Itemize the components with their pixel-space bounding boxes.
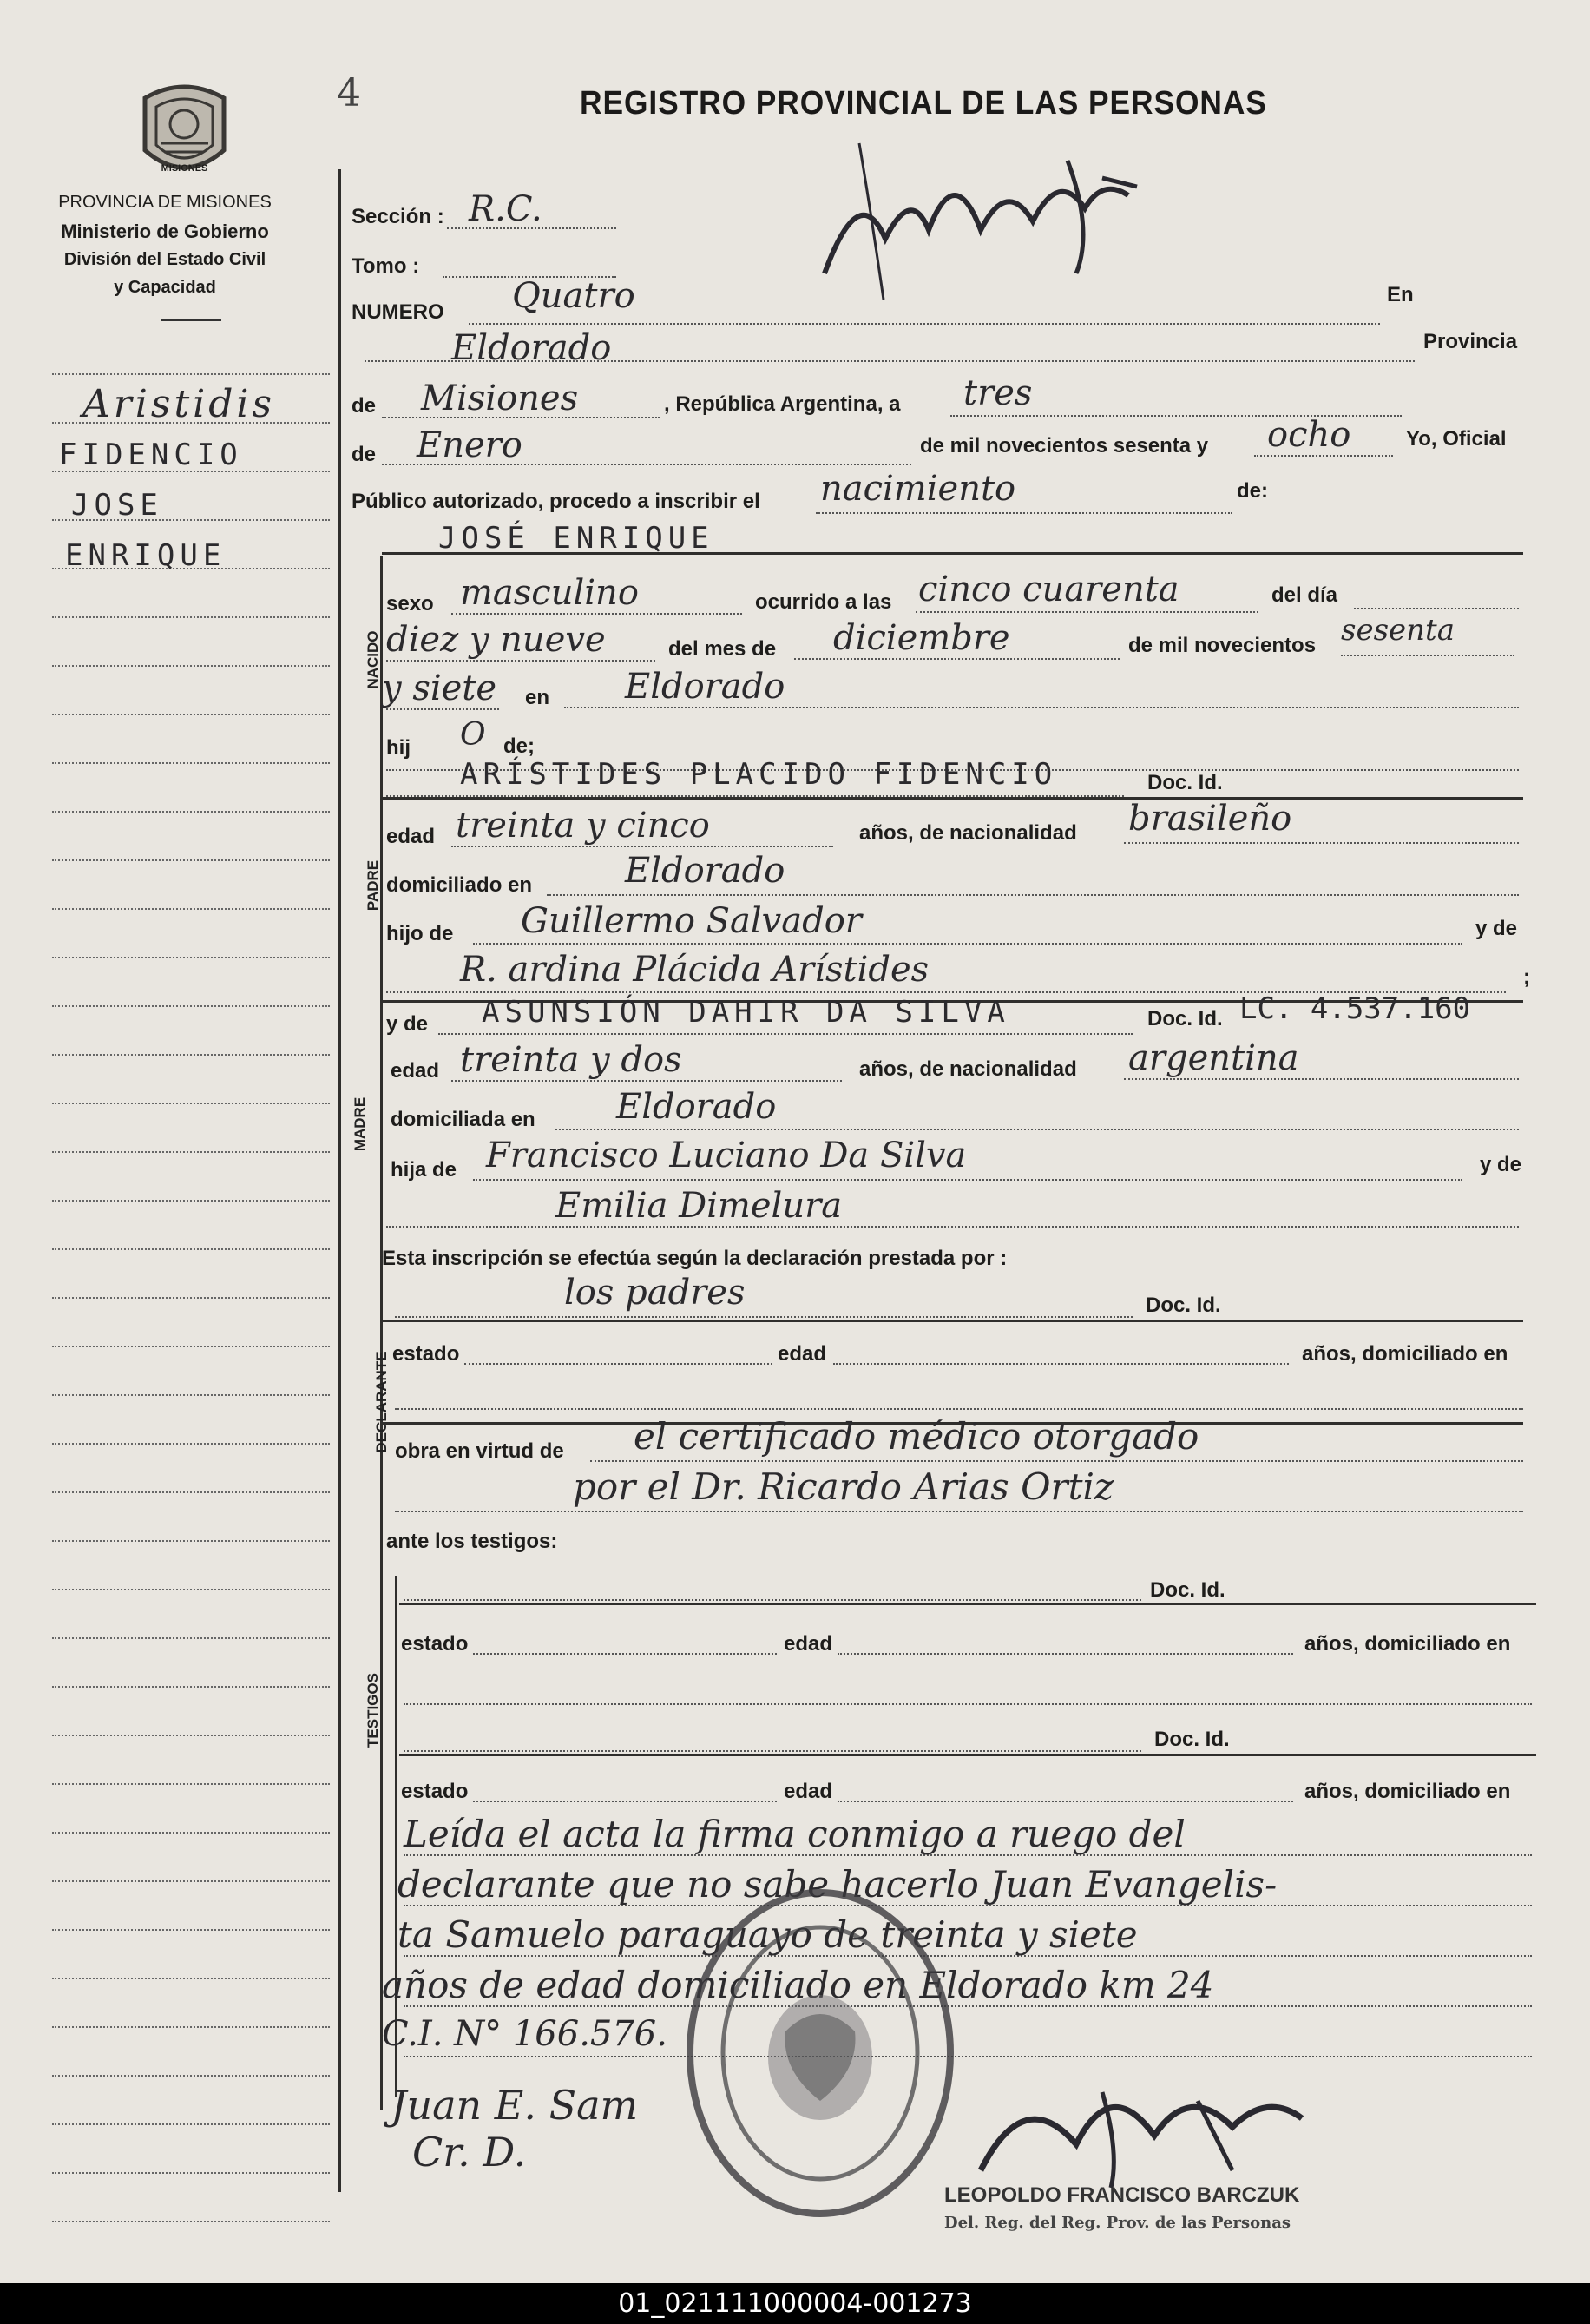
registrar-signature (807, 126, 1180, 326)
testigo1-anios-label: años, domiciliado en (1304, 1632, 1511, 1656)
division-name: División del Estado Civil (63, 250, 266, 269)
oficial-cargo: Del. Reg. del Reg. Prov. de las Personas (944, 2214, 1291, 2232)
margin-ruled-line (52, 2123, 330, 2125)
margin-ruled-line (52, 665, 330, 667)
dia-nac-value: diez y nueve (386, 620, 606, 660)
abuela-m-value: Emilia Dimelura (555, 1186, 843, 1226)
testigo1-estado-label: estado (401, 1632, 469, 1656)
de-semi-label: de; (503, 734, 535, 758)
padre-nombre-value: ARÍSTIDES PLACIDO FIDENCIO (460, 757, 1058, 792)
hijo-y-de-label: y de (1475, 917, 1518, 940)
margin-ruled-line (52, 1200, 330, 1202)
margin-ruled-line (52, 2075, 330, 2077)
en-label-2: en (525, 686, 550, 709)
de-mil-novecientos-label: de mil novecientos (1128, 634, 1317, 657)
page-title: REGISTRO PROVINCIAL DE LAS PERSONAS (580, 85, 1267, 122)
oficial-signature (972, 2066, 1337, 2196)
margin-ruled-line (52, 1929, 330, 1931)
nota-line-5: C.I. N° 166.576. (382, 2014, 667, 2054)
mes-acta-value: Enero (417, 425, 522, 465)
margin-ruled-line (52, 1978, 330, 1979)
testigo1-edad-label: edad (784, 1632, 833, 1656)
de-mil-label: de mil novecientos sesenta y (920, 434, 1209, 458)
localidad-value: Eldorado (451, 328, 612, 368)
ocurrido-label: ocurrido a las (755, 590, 892, 614)
padre-nac-value: brasileño (1128, 799, 1292, 839)
margin-name-4: ENRIQUE (65, 538, 227, 573)
testigo2-anios-label: años, domiciliado en (1304, 1780, 1511, 1803)
firma-declarante: Juan E. Sam (391, 2082, 639, 2129)
nota-line-1: Leída el acta la firma conmigo a ruego del (404, 1813, 1186, 1855)
margin-ruled-line (52, 1589, 330, 1590)
margin-ruled-line (52, 1443, 330, 1445)
sexo-label: sexo (386, 592, 434, 616)
margin-ruled-line (52, 1686, 330, 1688)
padre-nac-label: años, de nacionalidad (859, 821, 1077, 845)
anio-nac-1-value: sesenta (1341, 613, 1455, 648)
ministry-name: Ministerio de Gobierno (61, 221, 269, 242)
madre-edad-value: treinta y dos (460, 1040, 682, 1080)
abuelo-p-value: Guillermo Salvador (521, 901, 862, 941)
margin-ruled-line (52, 1151, 330, 1153)
declarante-edad-label: edad (778, 1342, 827, 1366)
madre-edad-label: edad (391, 1059, 440, 1083)
margin-ruled-line (52, 616, 330, 618)
official-seal-stamp (681, 1884, 959, 2222)
yo-oficial-label: Yo, Oficial (1406, 427, 1507, 451)
del-mes-label: del mes de (668, 637, 777, 661)
margin-ruled-line (52, 1248, 330, 1250)
en-label: En (1387, 283, 1414, 306)
padre-edad-label: edad (386, 825, 436, 848)
inscripcion-label: Esta inscripción se efectúa según la declaración prestada por : (382, 1247, 1008, 1270)
tomo-label: Tomo : (352, 254, 420, 278)
acto-value: nacimiento (820, 469, 1016, 509)
margin-ruled-line (52, 2026, 330, 2028)
ante-label: ante los testigos: (386, 1530, 558, 1553)
margin-ruled-line (52, 859, 330, 861)
madre-dom-value: Eldorado (616, 1087, 777, 1127)
nota-line-3: ta Samuelo paraguayo de treinta y siete (398, 1913, 1138, 1956)
margin-ruled-line (52, 1832, 330, 1834)
declarante-doc-label: Doc. Id. (1146, 1294, 1221, 1317)
padre-doc-label: Doc. Id. (1147, 771, 1223, 794)
margin-ruled-line (52, 1491, 330, 1493)
padre-side-label: PADRE (365, 859, 381, 912)
lugar-nac-value: Eldorado (625, 667, 785, 707)
margin-ruled-line (52, 1297, 330, 1299)
anio-acta-value: ocho (1267, 415, 1351, 455)
madre-side-label: MADRE (352, 1096, 368, 1152)
republica-label: , República Argentina, a (664, 392, 901, 416)
de-label: de (352, 394, 377, 418)
provincia-label: Provincia (1423, 330, 1518, 353)
hijo-de-label: hijo de (386, 922, 454, 945)
margin-ruled-line (52, 1394, 330, 1396)
margin-ruled-line (52, 762, 330, 764)
province-name: PROVINCIA DE MISIONES (58, 193, 272, 212)
madre-dom-label: domiciliada en (391, 1108, 535, 1131)
margin-ruled-line (52, 2221, 330, 2222)
obra-label: obra en virtud de (395, 1439, 564, 1463)
declarante-estado-label: estado (392, 1342, 460, 1366)
nota-line-2: declarante que no sabe hacerlo Juan Evangelis- (398, 1863, 1278, 1906)
anio-nac-2-value: y siete (382, 668, 497, 708)
semicolon-label: ; (1523, 965, 1530, 989)
division-name-2: y Capacidad (114, 278, 216, 297)
hora-value: cinco cuarenta (918, 569, 1179, 609)
margin-ruled-line (52, 373, 330, 375)
margin-ruled-line (52, 1637, 330, 1639)
margin-ruled-line (52, 1735, 330, 1736)
declarante-value: los padres (564, 1273, 746, 1313)
padre-edad-value: treinta y cinco (456, 806, 710, 846)
provincia-value: Misiones (421, 379, 579, 418)
page-number: 4 (337, 71, 361, 115)
margin-ruled-line (52, 1054, 330, 1056)
margin-ruled-line (52, 1005, 330, 1007)
hija-de-label: hija de (391, 1158, 457, 1182)
madre-nombre-value: ASUNSIÓN DAHIR DA SILVA (482, 995, 1010, 1030)
testigos-side-label: TESTIGOS (365, 1673, 381, 1748)
padre-dom-value: Eldorado (625, 851, 785, 891)
main-frame-left (338, 169, 341, 2192)
margin-name-2: FIDENCIO (59, 438, 243, 472)
dia-acta-value: tres (963, 373, 1033, 413)
testigo1-doc-label: Doc. Id. (1150, 1578, 1225, 1602)
firma-declarante-2: Cr. D. (412, 2129, 527, 2176)
abuela-p-value: R. ardina Plácida Arístides (460, 950, 930, 990)
de-label-2: de (352, 443, 377, 466)
madre-nac-value: argentina (1128, 1038, 1299, 1078)
madre-nac-label: años, de nacionalidad (859, 1057, 1077, 1081)
nota-line-4: años de edad domiciliado en Eldorado km 24 (382, 1964, 1214, 2006)
margin-ruled-line (52, 1103, 330, 1104)
margin-ruled-line (52, 1540, 330, 1542)
oficial-name: LEOPOLDO FRANCISCO BARCZUK (944, 2183, 1300, 2207)
numero-label: NUMERO (352, 300, 444, 324)
numero-value: Quatro (512, 276, 635, 316)
mes-nac-value: diciembre (833, 618, 1010, 658)
padre-dom-label: domiciliado en (386, 873, 533, 897)
margin-ruled-line (52, 714, 330, 715)
obra-2-value: por el Dr. Ricardo Arias Ortiz (573, 1465, 1114, 1508)
madre-doc-label: Doc. Id. (1147, 1007, 1223, 1030)
margin-ruled-line (52, 1880, 330, 1882)
seccion-value: R.C. (469, 189, 542, 229)
margin-name-3: JOSE (71, 488, 163, 523)
obra-1-value: el certificado médico otorgado (634, 1415, 1199, 1458)
hija-y-de-label: y de (1480, 1153, 1522, 1176)
margin-ruled-line (52, 908, 330, 910)
hij-label: hij (386, 736, 411, 760)
del-dia-label: del día (1271, 583, 1338, 607)
emblem-label: MISIONES (161, 163, 208, 174)
testigo2-estado-label: estado (401, 1780, 469, 1803)
header-rule (161, 319, 221, 321)
seccion-label: Sección : (352, 205, 444, 228)
margin-ruled-line (52, 811, 330, 813)
margin-ruled-line (52, 1783, 330, 1785)
nacido-side-label: NACIDO (365, 630, 381, 689)
madre-doc-value: LC. 4.537.160 (1239, 991, 1471, 1026)
margin-ruled-line (52, 1346, 330, 1347)
margin-ruled-line (52, 957, 330, 958)
margin-ruled-line (52, 2172, 330, 2174)
declarante-anios-label: años, domiciliado en (1302, 1342, 1508, 1366)
testigo2-edad-label: edad (784, 1780, 833, 1803)
nombre-value: JOSÉ ENRIQUE (438, 521, 714, 556)
testigo2-doc-label: Doc. Id. (1154, 1728, 1230, 1751)
image-caption: 01_021111000004-001273 (0, 2283, 1590, 2324)
de-colon-label: de: (1237, 479, 1268, 503)
publico-label: Público autorizado, procedo a inscribir el (352, 490, 760, 513)
margin-name-1: Aristidis (82, 382, 276, 426)
hijo-o-value: O (460, 717, 486, 753)
declarante-side-label: DECLARANTE (373, 1351, 390, 1453)
madre-yde-label: y de (386, 1012, 429, 1036)
abuelo-m-value: Francisco Luciano Da Silva (486, 1136, 967, 1175)
sexo-value: masculino (460, 573, 639, 613)
